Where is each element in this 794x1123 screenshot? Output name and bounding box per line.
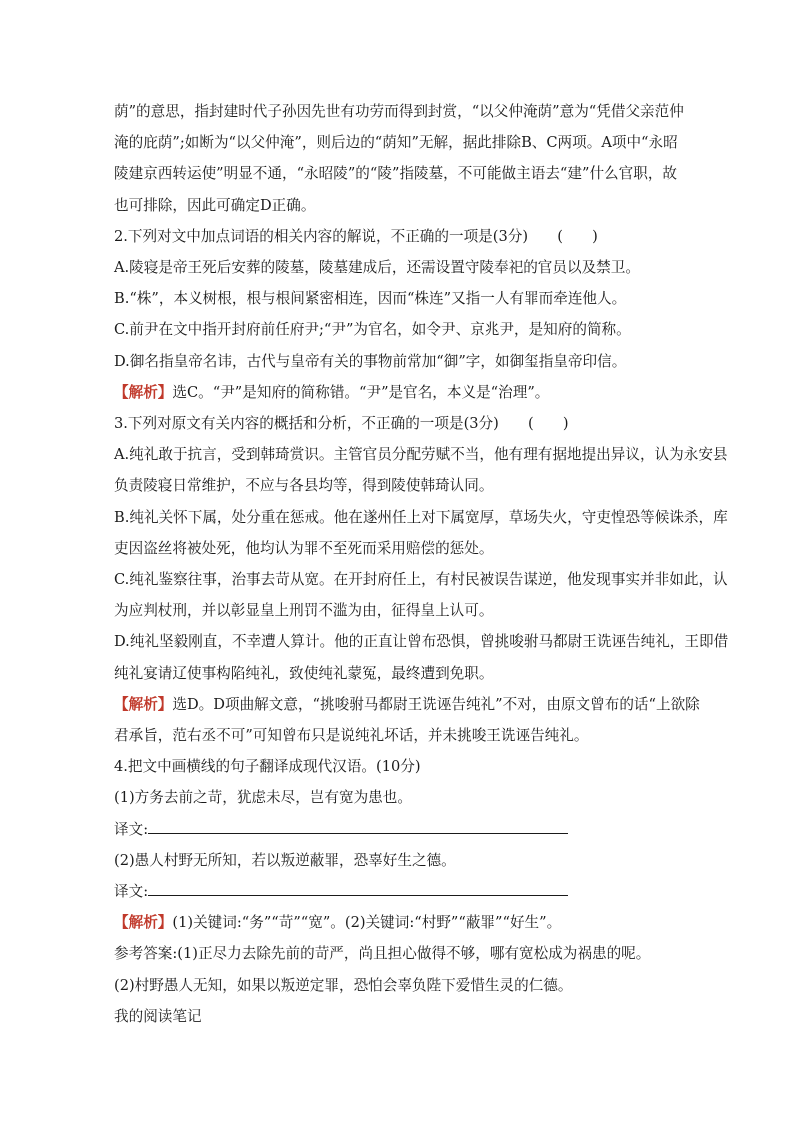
question-2-option-d: D.御名指皇帝名讳，古代与皇帝有关的事物前常加“御”字，如御玺指皇帝印信。 bbox=[114, 352, 627, 370]
translation-label: 译文: bbox=[114, 820, 149, 838]
question-4-sentence-1: (1)方务去前之苛，犹虑未尽，岂有宽为患也。 bbox=[114, 789, 412, 807]
question-3-stem: 3.下列对原文有关内容的概括和分析，不正确的一项是(3分) ( ) bbox=[114, 415, 569, 433]
analysis-tag: 【解析】 bbox=[114, 383, 173, 401]
intro-line: 也可排除，因此可确定D正确。 bbox=[114, 196, 316, 214]
analysis-text: 选C。“尹”是知府的简称错。“尹”是官名，本义是“治理”。 bbox=[172, 383, 550, 401]
question-3 bbox=[114, 408, 729, 751]
question-3-option-b-line: 吏因盗丝将被处死，他均认为罪不至死而采用赔偿的惩处。 bbox=[114, 539, 494, 557]
question-4-stem: 4.把文中画横线的句子翻译成现代汉语。(10分) bbox=[114, 758, 421, 776]
analysis-tag: 【解析】 bbox=[114, 695, 173, 713]
intro-line: 淹的庇荫”;如断为“以父仲淹”，则后边的“荫知”无解，据此排除B、C两项。A项中“永昭 bbox=[114, 134, 678, 152]
question-4-analysis bbox=[114, 907, 686, 938]
question-3-option-c-line: C.纯礼鉴察往事，治事去苛从宽。在开封府任上，有村民被误告谋逆，他发现事实并非如此，认 bbox=[114, 571, 728, 589]
reference-answer-1: 参考答案:(1)正尽力去除先前的苛严，尚且担心做得不够，哪有宽松成为祸患的呢。 bbox=[114, 945, 651, 963]
question-2-option-a: A.陵寝是帝王死后安葬的陵墓，陵墓建成后，还需设置守陵奉祀的官员以及禁卫。 bbox=[114, 259, 640, 277]
question-3-option-a-line: 负责陵寝日常维护，不应与各县均等，得到陵使韩琦认同。 bbox=[114, 477, 494, 495]
question-3-option-b-line: B.纯礼关怀下属，处分重在惩戒。他在遂州任上对下属宽厚，草场失火，守吏惶恐等候诛杀，库 bbox=[114, 508, 728, 526]
translation-row-2 bbox=[114, 876, 686, 907]
question-2 bbox=[114, 221, 686, 408]
question-3-analysis-line: 君承旨，范右丞不可”可知曾布只是说纯礼坏话，并未挑唆王诜诬告纯礼。 bbox=[114, 727, 589, 745]
analysis-text: 选D。D项曲解文意，“挑唆驸马都尉王诜诬告纯礼”不对，由原文曾布的话“上欲除 bbox=[172, 695, 700, 713]
question-3-analysis-line bbox=[114, 689, 700, 720]
translation-blank-2[interactable] bbox=[148, 879, 568, 896]
analysis-tag: 【解析】 bbox=[114, 914, 173, 932]
document-content bbox=[114, 96, 729, 1032]
reference-answer-2: (2)村野愚人无知，如果以叛逆定罪，恐怕会辜负陛下爱惜生灵的仁德。 bbox=[114, 976, 573, 994]
translation-label: 译文: bbox=[114, 883, 149, 901]
intro-paragraph bbox=[114, 96, 686, 221]
intro-line: 荫”的意思，指封建时代子孙因先世有功劳而得到封赏，“以父仲淹荫”意为“凭借父亲范仲 bbox=[114, 103, 684, 120]
question-4 bbox=[114, 751, 686, 1001]
question-3-option-c-line: 为应判杖刑，并以彰显皇上刑罚不滥为由，征得皇上认可。 bbox=[114, 602, 494, 620]
reading-notes-label: 我的阅读笔记 bbox=[114, 1007, 202, 1025]
question-4-sentence-2: (2)愚人村野无所知，若以叛逆蔽罪，恐辜好生之德。 bbox=[114, 851, 456, 869]
question-2-analysis bbox=[114, 377, 686, 408]
question-2-option-c: C.前尹在文中指开封府前任府尹;“尹”为官名，如令尹、京兆尹，是知府的简称。 bbox=[114, 321, 631, 339]
question-2-option-b: B.“株”，本义树根，根与根间紧密相连，因而“株连”又指一人有罪而牵连他人。 bbox=[114, 290, 627, 308]
question-2-stem: 2.下列对文中加点词语的相关内容的解说，不正确的一项是(3分) ( ) bbox=[114, 227, 598, 245]
question-3-option-d-line: 纯礼宴请辽使事构陷纯礼，致使纯礼蒙冤，最终遭到免职。 bbox=[114, 664, 494, 682]
intro-line: 陵建京西转运使”明显不通，“永昭陵”的“陵”指陵墓，不可能做主语去“建”什么官职，故 bbox=[114, 165, 678, 183]
question-3-option-a-line: A.纯礼敢于抗言，受到韩琦赏识。主管官员分配劳赋不当，他有理有据地提出异议，认为永安县 bbox=[114, 446, 728, 464]
question-3-option-d-line: D.纯礼坚毅刚直，不幸遭人算计。他的正直让曾布恐惧，曾挑唆驸马都尉王诜诬告纯礼，王即借 bbox=[114, 633, 729, 651]
analysis-text: (1)关键词:“务”“苛”“宽”。(2)关键词:“村野”“蔽罪”“好生”。 bbox=[172, 914, 562, 932]
translation-row-1 bbox=[114, 814, 686, 845]
translation-blank-1[interactable] bbox=[148, 817, 568, 834]
